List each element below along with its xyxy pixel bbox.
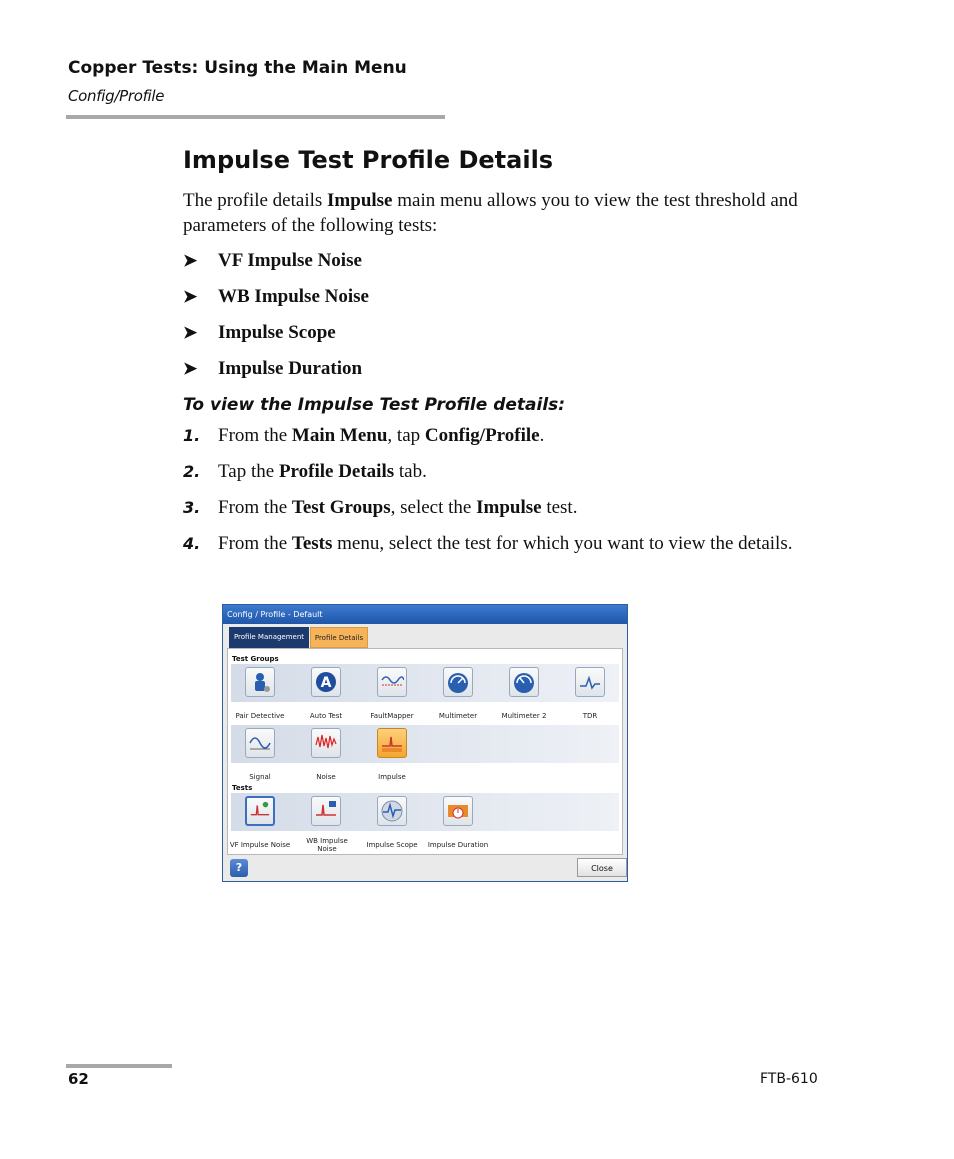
close-button[interactable]: Close: [577, 858, 627, 877]
test-caption: Impulse Scope: [366, 841, 418, 849]
test-groups-label: Test Groups: [232, 655, 279, 663]
test-caption: VF Impulse Noise: [229, 841, 291, 849]
signal-icon[interactable]: [245, 728, 275, 758]
impulse-duration-icon[interactable]: [443, 796, 473, 826]
footer-rule: [66, 1064, 172, 1068]
vf-impulse-noise-icon[interactable]: [245, 796, 275, 826]
product-name: FTB-610: [760, 1071, 818, 1087]
window-title-bar: Config / Profile - Default: [223, 605, 627, 624]
test-group-caption: FaultMapper: [370, 712, 414, 720]
config-profile-window: [222, 604, 628, 882]
multimeter-2-icon[interactable]: [509, 667, 539, 697]
test-group-caption: TDR: [582, 712, 598, 720]
help-button[interactable]: ?: [230, 859, 248, 877]
impulse-scope-icon[interactable]: [377, 796, 407, 826]
test-group-caption: Multimeter 2: [501, 712, 547, 720]
auto-test-icon[interactable]: [311, 667, 341, 697]
test-group-caption: Signal: [249, 773, 271, 781]
test-group-caption: Multimeter: [438, 712, 478, 720]
test-group-caption: Noise: [316, 773, 336, 781]
bullet-item: ➤ VF Impulse Noise: [183, 250, 362, 271]
tests-row: [231, 793, 619, 831]
test-group-caption: Impulse: [378, 773, 406, 781]
multimeter-icon[interactable]: [443, 667, 473, 697]
tab-profile-management[interactable]: Profile Management: [229, 627, 309, 648]
impulse-icon[interactable]: [377, 728, 407, 758]
header-rule: [66, 115, 445, 119]
procedure-title: To view the Impulse Test Profile details:: [183, 395, 566, 415]
tests-label: Tests: [232, 784, 253, 792]
arrow-bullet-icon: ➤: [183, 323, 198, 342]
test-groups-row: [231, 725, 619, 763]
faultmapper-icon[interactable]: [377, 667, 407, 697]
running-header-subtitle: Config/Profile: [68, 87, 165, 105]
intro-paragraph: The profile details Impulse main menu allows you to view the test threshold and parameters of the following tests:: [183, 190, 798, 236]
bullet-item: ➤ Impulse Scope: [183, 322, 336, 343]
tdr-icon[interactable]: [575, 667, 605, 697]
test-group-caption: Auto Test: [309, 712, 343, 720]
test-caption: Impulse Duration: [427, 841, 489, 849]
arrow-bullet-icon: ➤: [183, 287, 198, 306]
wb-impulse-noise-icon[interactable]: [311, 796, 341, 826]
noise-icon[interactable]: [311, 728, 341, 758]
test-groups-row: [231, 664, 619, 702]
bullet-item: ➤ Impulse Duration: [183, 358, 363, 379]
arrow-bullet-icon: ➤: [183, 359, 198, 378]
pair-detective-icon[interactable]: [245, 667, 275, 697]
profile-details-panel: [227, 648, 623, 855]
page-number: 62: [68, 1070, 89, 1088]
bullet-item: ➤ WB Impulse Noise: [183, 286, 369, 307]
test-group-caption: Pair Detective: [235, 712, 285, 720]
arrow-bullet-icon: ➤: [183, 251, 198, 270]
window-footer: [227, 857, 623, 879]
test-caption: WB Impulse Noise: [306, 837, 348, 853]
tab-profile-details[interactable]: Profile Details: [310, 627, 368, 648]
section-title: Impulse Test Profile Details: [183, 146, 554, 174]
svg-text:A: A: [320, 675, 332, 691]
running-header-title: Copper Tests: Using the Main Menu: [68, 58, 407, 78]
